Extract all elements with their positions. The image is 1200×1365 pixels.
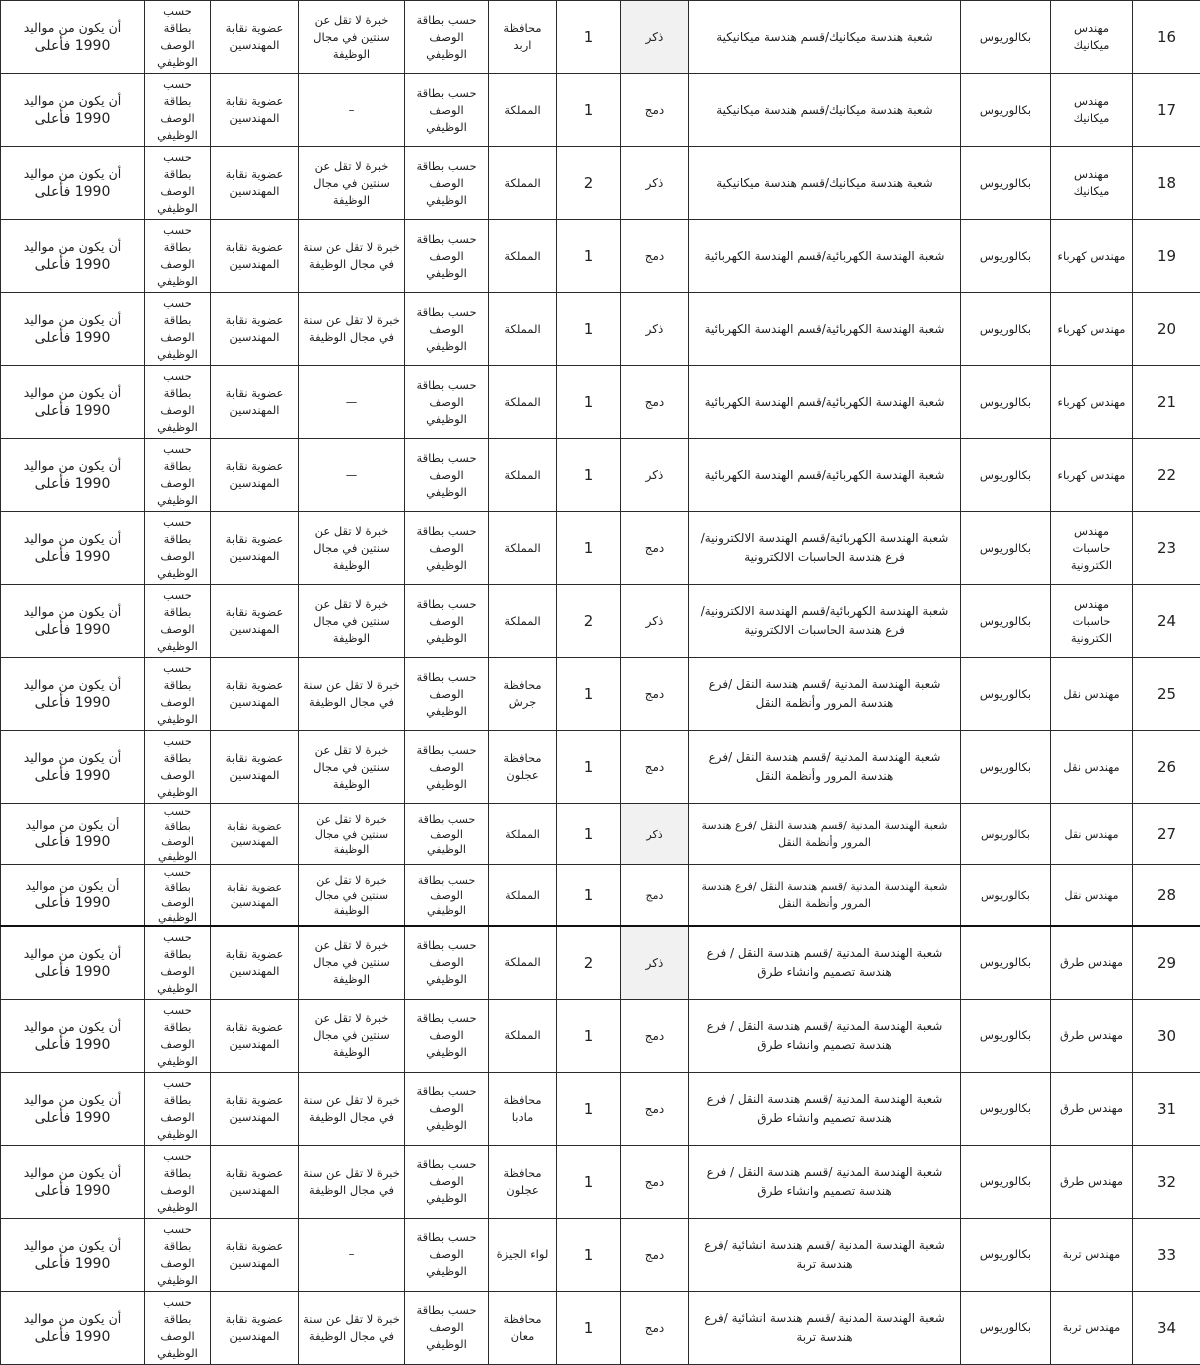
gender: ذكر xyxy=(621,585,689,658)
age-condition xyxy=(1,439,145,512)
degree: بكالوريوس xyxy=(961,926,1051,999)
age-condition-year: 1990 فأعلى xyxy=(5,1182,140,1200)
gender: دمج xyxy=(621,999,689,1072)
vacancy-count: 2 xyxy=(557,926,621,999)
specialization: شعبة الهندسة المدنية /قسم هندسة النقل /فرع هندسة المرور وأنظمة النقل xyxy=(689,658,961,731)
membership: عضوية نقابة المهندسين xyxy=(211,1,299,74)
gender: ذكر xyxy=(621,439,689,512)
table-row xyxy=(1,926,1200,999)
gender: ذكر xyxy=(621,293,689,366)
age-condition-text: أن يكون من مواليد xyxy=(5,311,140,329)
age-condition-year: 1990 فأعلى xyxy=(5,895,140,912)
degree: بكالوريوس xyxy=(961,74,1051,147)
experience: خبرة لا تقل عن سنة في مجال الوظيفة xyxy=(299,293,405,366)
skills: حسب بطاقة الوصف الوظيفي xyxy=(145,1218,211,1291)
row-number: 28 xyxy=(1133,865,1200,927)
row-number: 21 xyxy=(1133,366,1200,439)
job-description: حسب بطاقة الوصف الوظيفي xyxy=(405,804,489,865)
membership: عضوية نقابة المهندسين xyxy=(211,804,299,865)
gender: ذكر xyxy=(621,1,689,74)
job-title: مهندس تربة xyxy=(1051,1291,1133,1364)
age-condition-year: 1990 فأعلى xyxy=(5,963,140,981)
age-condition-year: 1990 فأعلى xyxy=(5,548,140,566)
job-title: مهندس نقل xyxy=(1051,731,1133,804)
age-condition-text: أن يكون من مواليد xyxy=(5,19,140,37)
vacancy-count: 2 xyxy=(557,585,621,658)
membership: عضوية نقابة المهندسين xyxy=(211,585,299,658)
age-condition xyxy=(1,1218,145,1291)
work-location: محافظة عجلون xyxy=(489,1145,557,1218)
specialization: شعبة الهندسة المدنية /قسم هندسة النقل / فرع هندسة تصميم وانشاء طرق xyxy=(689,926,961,999)
specialization: شعبة هندسة ميكانيك/قسم هندسة ميكانيكية xyxy=(689,74,961,147)
age-condition xyxy=(1,293,145,366)
experience: خبرة لا تقل عن سنتين في مجال الوظيفة xyxy=(299,512,405,585)
specialization: شعبة الهندسة الكهربائية/قسم الهندسة الكهربائية xyxy=(689,220,961,293)
job-title: مهندس تربة xyxy=(1051,1218,1133,1291)
age-condition xyxy=(1,1072,145,1145)
table-row xyxy=(1,439,1200,512)
age-condition xyxy=(1,1291,145,1364)
work-location: المملكة xyxy=(489,74,557,147)
membership: عضوية نقابة المهندسين xyxy=(211,865,299,927)
table-row xyxy=(1,1291,1200,1364)
age-condition-year: 1990 فأعلى xyxy=(5,1036,140,1054)
age-condition-text: أن يكون من مواليد xyxy=(5,749,140,767)
membership: عضوية نقابة المهندسين xyxy=(211,926,299,999)
job-title: مهندس ميكانيك xyxy=(1051,147,1133,220)
row-number: 34 xyxy=(1133,1291,1200,1364)
degree: بكالوريوس xyxy=(961,731,1051,804)
work-location: المملكة xyxy=(489,512,557,585)
degree: بكالوريوس xyxy=(961,1291,1051,1364)
specialization: شعبة الهندسة الكهربائية/قسم الهندسة الكهربائية xyxy=(689,439,961,512)
skills: حسب بطاقة الوصف الوظيفي xyxy=(145,1145,211,1218)
age-condition-text: أن يكون من مواليد xyxy=(5,676,140,694)
skills: حسب بطاقة الوصف الوظيفي xyxy=(145,1072,211,1145)
membership: عضوية نقابة المهندسين xyxy=(211,74,299,147)
membership: عضوية نقابة المهندسين xyxy=(211,658,299,731)
work-location: المملكة xyxy=(489,220,557,293)
membership: عضوية نقابة المهندسين xyxy=(211,439,299,512)
degree: بكالوريوس xyxy=(961,1,1051,74)
experience: خبرة لا تقل عن سنة في مجال الوظيفة xyxy=(299,1072,405,1145)
gender: ذكر xyxy=(621,926,689,999)
age-condition-year: 1990 فأعلى xyxy=(5,1255,140,1273)
work-location: محافظة جرش xyxy=(489,658,557,731)
row-number: 27 xyxy=(1133,804,1200,865)
table-row xyxy=(1,658,1200,731)
age-condition-text: أن يكون من مواليد xyxy=(5,817,140,834)
job-description: حسب بطاقة الوصف الوظيفي xyxy=(405,585,489,658)
table-row xyxy=(1,1072,1200,1145)
skills: حسب بطاقة الوصف الوظيفي xyxy=(145,804,211,865)
age-condition xyxy=(1,865,145,927)
age-condition-text: أن يكون من مواليد xyxy=(5,92,140,110)
skills: حسب بطاقة الوصف الوظيفي xyxy=(145,926,211,999)
vacancy-count: 1 xyxy=(557,804,621,865)
degree: بكالوريوس xyxy=(961,1218,1051,1291)
vacancy-count: 1 xyxy=(557,366,621,439)
membership: عضوية نقابة المهندسين xyxy=(211,1218,299,1291)
job-title: مهندس طرق xyxy=(1051,1145,1133,1218)
age-condition xyxy=(1,366,145,439)
degree: بكالوريوس xyxy=(961,220,1051,293)
job-title: مهندس ميكانيك xyxy=(1051,1,1133,74)
job-description: حسب بطاقة الوصف الوظيفي xyxy=(405,439,489,512)
experience: خبرة لا تقل عن سنتين في مجال الوظيفة xyxy=(299,804,405,865)
job-title: مهندس كهرباء xyxy=(1051,293,1133,366)
job-description: حسب بطاقة الوصف الوظيفي xyxy=(405,1145,489,1218)
vacancy-count: 2 xyxy=(557,147,621,220)
experience: خبرة لا تقل عن سنتين في مجال الوظيفة xyxy=(299,926,405,999)
age-condition-text: أن يكون من مواليد xyxy=(5,457,140,475)
gender: ذكر xyxy=(621,804,689,865)
job-description: حسب بطاقة الوصف الوظيفي xyxy=(405,147,489,220)
membership: عضوية نقابة المهندسين xyxy=(211,1145,299,1218)
age-condition-text: أن يكون من مواليد xyxy=(5,1091,140,1109)
degree: بكالوريوس xyxy=(961,658,1051,731)
job-title: مهندس كهرباء xyxy=(1051,366,1133,439)
specialization: شعبة الهندسة الكهربائية/قسم الهندسة الكهربائية xyxy=(689,293,961,366)
age-condition-year: 1990 فأعلى xyxy=(5,767,140,785)
degree: بكالوريوس xyxy=(961,585,1051,658)
experience: خبرة لا تقل عن سنتين في مجال الوظيفة xyxy=(299,147,405,220)
age-condition-year: 1990 فأعلى xyxy=(5,256,140,274)
age-condition xyxy=(1,220,145,293)
experience: – xyxy=(299,74,405,147)
degree: بكالوريوس xyxy=(961,439,1051,512)
row-number: 30 xyxy=(1133,999,1200,1072)
gender: دمج xyxy=(621,74,689,147)
work-location: المملكة xyxy=(489,439,557,512)
job-title: مهندس كهرباء xyxy=(1051,439,1133,512)
gender: دمج xyxy=(621,865,689,927)
experience: — xyxy=(299,366,405,439)
skills: حسب بطاقة الوصف الوظيفي xyxy=(145,658,211,731)
age-condition-text: أن يكون من مواليد xyxy=(5,1237,140,1255)
vacancy-count: 1 xyxy=(557,1291,621,1364)
age-condition-year: 1990 فأعلى xyxy=(5,402,140,420)
row-number: 16 xyxy=(1133,1,1200,74)
experience: خبرة لا تقل عن سنتين في مجال الوظيفة xyxy=(299,865,405,927)
row-number: 31 xyxy=(1133,1072,1200,1145)
membership: عضوية نقابة المهندسين xyxy=(211,1291,299,1364)
skills: حسب بطاقة الوصف الوظيفي xyxy=(145,512,211,585)
age-condition-text: أن يكون من مواليد xyxy=(5,878,140,895)
age-condition-year: 1990 فأعلى xyxy=(5,183,140,201)
job-description: حسب بطاقة الوصف الوظيفي xyxy=(405,1291,489,1364)
job-description: حسب بطاقة الوصف الوظيفي xyxy=(405,74,489,147)
skills: حسب بطاقة الوصف الوظيفي xyxy=(145,147,211,220)
gender: دمج xyxy=(621,366,689,439)
table-row xyxy=(1,585,1200,658)
age-condition xyxy=(1,512,145,585)
age-condition-year: 1990 فأعلى xyxy=(5,110,140,128)
row-number: 33 xyxy=(1133,1218,1200,1291)
skills: حسب بطاقة الوصف الوظيفي xyxy=(145,1291,211,1364)
job-description: حسب بطاقة الوصف الوظيفي xyxy=(405,731,489,804)
vacancy-count: 1 xyxy=(557,293,621,366)
specialization: شعبة الهندسة المدنية /قسم هندسة النقل /فرع هندسة المرور وأنظمة النقل xyxy=(689,865,961,927)
table-row xyxy=(1,999,1200,1072)
experience: خبرة لا تقل عن سنة في مجال الوظيفة xyxy=(299,658,405,731)
skills: حسب بطاقة الوصف الوظيفي xyxy=(145,585,211,658)
row-number: 29 xyxy=(1133,926,1200,999)
work-location: محافظة اربد xyxy=(489,1,557,74)
membership: عضوية نقابة المهندسين xyxy=(211,293,299,366)
gender: دمج xyxy=(621,512,689,585)
experience: خبرة لا تقل عن سنتين في مجال الوظيفة xyxy=(299,999,405,1072)
job-title: مهندس طرق xyxy=(1051,1072,1133,1145)
degree: بكالوريوس xyxy=(961,865,1051,927)
work-location: محافظة عجلون xyxy=(489,731,557,804)
job-title: مهندس نقل xyxy=(1051,658,1133,731)
job-description: حسب بطاقة الوصف الوظيفي xyxy=(405,220,489,293)
experience: خبرة لا تقل عن سنتين في مجال الوظيفة xyxy=(299,585,405,658)
specialization: شعبة الهندسة الكهربائية/قسم الهندسة الكهربائية xyxy=(689,366,961,439)
row-number: 20 xyxy=(1133,293,1200,366)
degree: بكالوريوس xyxy=(961,147,1051,220)
gender: دمج xyxy=(621,220,689,293)
table-row xyxy=(1,1218,1200,1291)
experience: خبرة لا تقل عن سنتين في مجال الوظيفة xyxy=(299,731,405,804)
row-number: 23 xyxy=(1133,512,1200,585)
degree: بكالوريوس xyxy=(961,1145,1051,1218)
specialization: شعبة الهندسة المدنية /قسم هندسة النقل / فرع هندسة تصميم وانشاء طرق xyxy=(689,1072,961,1145)
job-title: مهندس كهرباء xyxy=(1051,220,1133,293)
membership: عضوية نقابة المهندسين xyxy=(211,366,299,439)
experience: خبرة لا تقل عن سنة في مجال الوظيفة xyxy=(299,220,405,293)
age-condition-year: 1990 فأعلى xyxy=(5,621,140,639)
specialization: شعبة الهندسة الكهربائية/قسم الهندسة الالكترونية/فرع هندسة الحاسبات الالكترونية xyxy=(689,512,961,585)
specialization: شعبة هندسة ميكانيك/قسم هندسة ميكانيكية xyxy=(689,1,961,74)
work-location: المملكة xyxy=(489,585,557,658)
table-body xyxy=(1,1,1200,1365)
table-row xyxy=(1,220,1200,293)
gender: دمج xyxy=(621,1145,689,1218)
job-title: مهندس نقل xyxy=(1051,804,1133,865)
work-location: المملكة xyxy=(489,999,557,1072)
job-description: حسب بطاقة الوصف الوظيفي xyxy=(405,1218,489,1291)
skills: حسب بطاقة الوصف الوظيفي xyxy=(145,293,211,366)
experience: – xyxy=(299,1218,405,1291)
age-condition-year: 1990 فأعلى xyxy=(5,694,140,712)
job-title: مهندس نقل xyxy=(1051,865,1133,927)
experience: خبرة لا تقل عن سنة في مجال الوظيفة xyxy=(299,1291,405,1364)
table-row xyxy=(1,147,1200,220)
work-location: المملكة xyxy=(489,293,557,366)
work-location: المملكة xyxy=(489,865,557,927)
age-condition xyxy=(1,804,145,865)
degree: بكالوريوس xyxy=(961,1072,1051,1145)
row-number: 18 xyxy=(1133,147,1200,220)
table-row xyxy=(1,293,1200,366)
specialization: شعبة الهندسة المدنية /قسم هندسة انشائية /فرع هندسة تربة xyxy=(689,1218,961,1291)
specialization: شعبة الهندسة المدنية /قسم هندسة النقل /فرع هندسة المرور وأنظمة النقل xyxy=(689,804,961,865)
specialization: شعبة الهندسة المدنية /قسم هندسة النقل /فرع هندسة المرور وأنظمة النقل xyxy=(689,731,961,804)
degree: بكالوريوس xyxy=(961,804,1051,865)
work-location: المملكة xyxy=(489,147,557,220)
table-row xyxy=(1,366,1200,439)
age-condition-year: 1990 فأعلى xyxy=(5,834,140,851)
work-location: المملكة xyxy=(489,366,557,439)
gender: دمج xyxy=(621,658,689,731)
gender: دمج xyxy=(621,1291,689,1364)
work-location: محافظة مادبا xyxy=(489,1072,557,1145)
gender: دمج xyxy=(621,1218,689,1291)
specialization: شعبة الهندسة الكهربائية/قسم الهندسة الالكترونية/فرع هندسة الحاسبات الالكترونية xyxy=(689,585,961,658)
degree: بكالوريوس xyxy=(961,999,1051,1072)
vacancy-count: 1 xyxy=(557,1218,621,1291)
job-description: حسب بطاقة الوصف الوظيفي xyxy=(405,1072,489,1145)
table-row xyxy=(1,1,1200,74)
vacancy-count: 1 xyxy=(557,1,621,74)
job-description: حسب بطاقة الوصف الوظيفي xyxy=(405,512,489,585)
specialization: شعبة الهندسة المدنية /قسم هندسة النقل / فرع هندسة تصميم وانشاء طرق xyxy=(689,999,961,1072)
age-condition xyxy=(1,147,145,220)
membership: عضوية نقابة المهندسين xyxy=(211,147,299,220)
age-condition-text: أن يكون من مواليد xyxy=(5,1164,140,1182)
job-description: حسب بطاقة الوصف الوظيفي xyxy=(405,999,489,1072)
age-condition-text: أن يكون من مواليد xyxy=(5,945,140,963)
table-row xyxy=(1,1145,1200,1218)
age-condition xyxy=(1,1145,145,1218)
job-title: مهندس حاسبات الكترونية xyxy=(1051,512,1133,585)
gender: ذكر xyxy=(621,147,689,220)
age-condition-text: أن يكون من مواليد xyxy=(5,1018,140,1036)
table-row xyxy=(1,74,1200,147)
age-condition xyxy=(1,585,145,658)
skills: حسب بطاقة الوصف الوظيفي xyxy=(145,439,211,512)
table-row xyxy=(1,865,1200,927)
age-condition-year: 1990 فأعلى xyxy=(5,475,140,493)
membership: عضوية نقابة المهندسين xyxy=(211,731,299,804)
row-number: 25 xyxy=(1133,658,1200,731)
age-condition-year: 1990 فأعلى xyxy=(5,37,140,55)
age-condition xyxy=(1,999,145,1072)
vacancy-count: 1 xyxy=(557,999,621,1072)
work-location: محافظة معان xyxy=(489,1291,557,1364)
skills: حسب بطاقة الوصف الوظيفي xyxy=(145,74,211,147)
age-condition xyxy=(1,1,145,74)
skills: حسب بطاقة الوصف الوظيفي xyxy=(145,220,211,293)
skills: حسب بطاقة الوصف الوظيفي xyxy=(145,731,211,804)
vacancy-count: 1 xyxy=(557,439,621,512)
skills: حسب بطاقة الوصف الوظيفي xyxy=(145,999,211,1072)
vacancy-count: 1 xyxy=(557,74,621,147)
row-number: 17 xyxy=(1133,74,1200,147)
table-row xyxy=(1,731,1200,804)
age-condition xyxy=(1,74,145,147)
job-description: حسب بطاقة الوصف الوظيفي xyxy=(405,1,489,74)
job-description: حسب بطاقة الوصف الوظيفي xyxy=(405,865,489,927)
specialization: شعبة هندسة ميكانيك/قسم هندسة ميكانيكية xyxy=(689,147,961,220)
vacancy-count: 1 xyxy=(557,658,621,731)
row-number: 24 xyxy=(1133,585,1200,658)
age-condition-text: أن يكون من مواليد xyxy=(5,1310,140,1328)
job-title: مهندس حاسبات الكترونية xyxy=(1051,585,1133,658)
work-location: لواء الجيزة xyxy=(489,1218,557,1291)
vacancy-count: 1 xyxy=(557,512,621,585)
table-row xyxy=(1,804,1200,865)
row-number: 22 xyxy=(1133,439,1200,512)
membership: عضوية نقابة المهندسين xyxy=(211,1072,299,1145)
job-title: مهندس ميكانيك xyxy=(1051,74,1133,147)
work-location: المملكة xyxy=(489,926,557,999)
age-condition xyxy=(1,731,145,804)
row-number: 26 xyxy=(1133,731,1200,804)
vacancy-count: 1 xyxy=(557,1072,621,1145)
skills: حسب بطاقة الوصف الوظيفي xyxy=(145,1,211,74)
age-condition-year: 1990 فأعلى xyxy=(5,1328,140,1346)
experience: خبرة لا تقل عن سنتين في مجال الوظيفة xyxy=(299,1,405,74)
row-number: 32 xyxy=(1133,1145,1200,1218)
membership: عضوية نقابة المهندسين xyxy=(211,512,299,585)
table-row xyxy=(1,512,1200,585)
gender: دمج xyxy=(621,1072,689,1145)
skills: حسب بطاقة الوصف الوظيفي xyxy=(145,865,211,927)
degree: بكالوريوس xyxy=(961,366,1051,439)
membership: عضوية نقابة المهندسين xyxy=(211,999,299,1072)
vacancy-count: 1 xyxy=(557,865,621,927)
job-title: مهندس طرق xyxy=(1051,926,1133,999)
row-number: 19 xyxy=(1133,220,1200,293)
job-description: حسب بطاقة الوصف الوظيفي xyxy=(405,366,489,439)
age-condition-text: أن يكون من مواليد xyxy=(5,165,140,183)
gender: دمج xyxy=(621,731,689,804)
age-condition-text: أن يكون من مواليد xyxy=(5,384,140,402)
specialization: شعبة الهندسة المدنية /قسم هندسة النقل / فرع هندسة تصميم وانشاء طرق xyxy=(689,1145,961,1218)
job-title: مهندس طرق xyxy=(1051,999,1133,1072)
experience: — xyxy=(299,439,405,512)
membership: عضوية نقابة المهندسين xyxy=(211,220,299,293)
age-condition-text: أن يكون من مواليد xyxy=(5,603,140,621)
job-description: حسب بطاقة الوصف الوظيفي xyxy=(405,926,489,999)
degree: بكالوريوس xyxy=(961,512,1051,585)
degree: بكالوريوس xyxy=(961,293,1051,366)
work-location: المملكة xyxy=(489,804,557,865)
age-condition-text: أن يكون من مواليد xyxy=(5,530,140,548)
age-condition-year: 1990 فأعلى xyxy=(5,329,140,347)
vacancy-count: 1 xyxy=(557,731,621,804)
age-condition xyxy=(1,658,145,731)
age-condition xyxy=(1,926,145,999)
age-condition-year: 1990 فأعلى xyxy=(5,1109,140,1127)
job-description: حسب بطاقة الوصف الوظيفي xyxy=(405,293,489,366)
job-description: حسب بطاقة الوصف الوظيفي xyxy=(405,658,489,731)
vacancy-count: 1 xyxy=(557,1145,621,1218)
specialization: شعبة الهندسة المدنية /قسم هندسة انشائية /فرع هندسة تربة xyxy=(689,1291,961,1364)
age-condition-text: أن يكون من مواليد xyxy=(5,238,140,256)
skills: حسب بطاقة الوصف الوظيفي xyxy=(145,366,211,439)
experience: خبرة لا تقل عن سنة في مجال الوظيفة xyxy=(299,1145,405,1218)
vacancy-count: 1 xyxy=(557,220,621,293)
